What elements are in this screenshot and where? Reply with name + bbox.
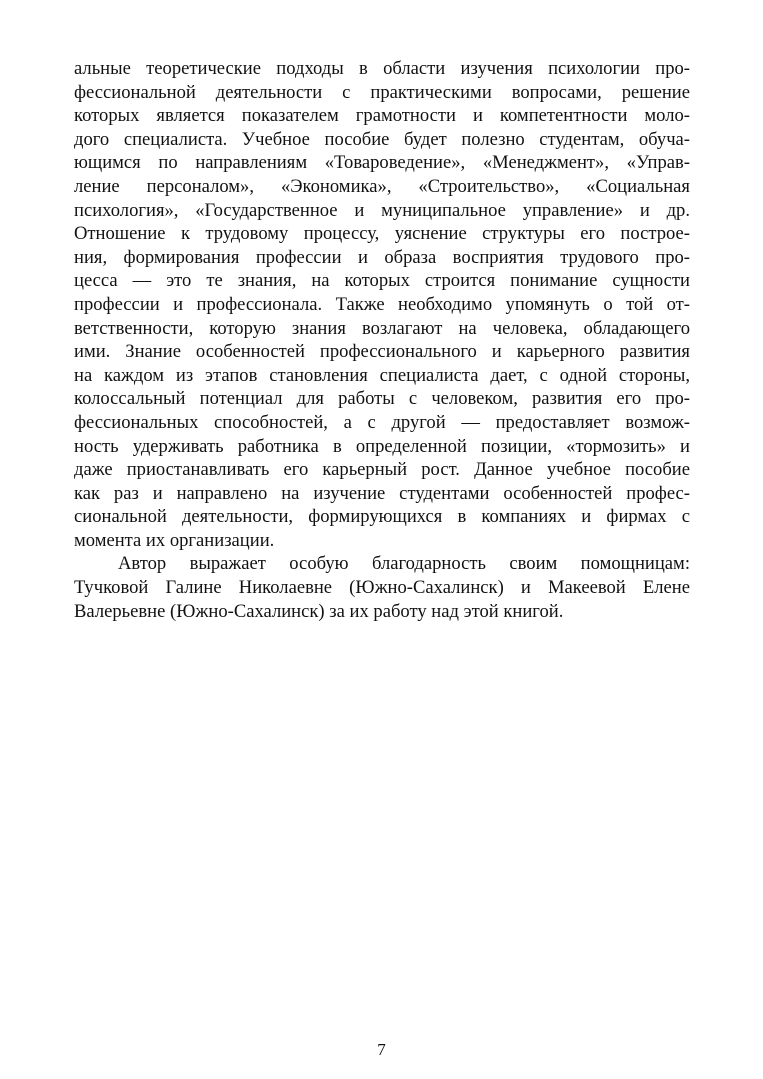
text-line: ющимся по направлениям «Товароведение», «Менеджмент», «Управ- bbox=[74, 152, 690, 174]
text-line: фессиональных способностей, а с другой — предоставляет возмож- bbox=[74, 411, 690, 433]
text-line: психология», «Государственное и муниципальное управление» и др. bbox=[74, 199, 690, 221]
text-line: сиональной деятельности, формирующихся в компаниях и фирмах с bbox=[74, 506, 690, 528]
text-line: цесса — это те знания, на которых строится понимание сущности bbox=[74, 270, 690, 292]
text-line: ими. Знание особенностей профессионального и карьерного развития bbox=[74, 341, 690, 363]
paragraph-body bbox=[74, 57, 690, 552]
text-line: колоссальный потенциал для работы с человеком, развития его про- bbox=[74, 388, 690, 410]
text-line: ность удерживать работника в определенной позиции, «тормозить» и bbox=[74, 435, 690, 457]
text-line: момента их организации. bbox=[74, 529, 275, 551]
document-page bbox=[74, 57, 690, 623]
text-line: ния, формирования профессии и образа восприятия трудового про- bbox=[74, 246, 690, 268]
text-line: Автор выражает особую благодарность своим помощницам: bbox=[118, 553, 690, 575]
text-line: фессиональной деятельности с практическими вопросами, решение bbox=[74, 81, 690, 103]
text-line: Тучковой Галине Николаевне (Южно-Сахалинск) и Макеевой Елене bbox=[74, 577, 690, 599]
page-number: 7 bbox=[377, 1040, 386, 1059]
text-line: дого специалиста. Учебное пособие будет полезно студентам, обуча- bbox=[74, 128, 690, 150]
text-line: как раз и направлено на изучение студентами особенностей профес- bbox=[74, 482, 690, 504]
text-line: профессии и профессионала. Также необходимо упомянуть о той от- bbox=[74, 293, 690, 315]
text-line: даже приостанавливать его карьерный рост. Данное учебное пособие bbox=[74, 459, 690, 481]
text-line: ветственности, которую знания возлагают на человека, обладающего bbox=[74, 317, 690, 339]
paragraph-acknowledgement bbox=[74, 552, 690, 623]
text-line: которых является показателем грамотности и компетентности моло- bbox=[74, 105, 690, 127]
text-line: альные теоретические подходы в области изучения психологии про- bbox=[74, 58, 690, 79]
text-line: ление персоналом», «Экономика», «Строительство», «Социальная bbox=[74, 175, 690, 197]
text-line: Отношение к трудовому процессу, уяснение структуры его построе- bbox=[74, 223, 690, 245]
text-line: на каждом из этапов становления специалиста дает, с одной стороны, bbox=[74, 364, 690, 386]
text-line: Валерьевне (Южно-Сахалинск) за их работу над этой книгой. bbox=[74, 600, 564, 622]
